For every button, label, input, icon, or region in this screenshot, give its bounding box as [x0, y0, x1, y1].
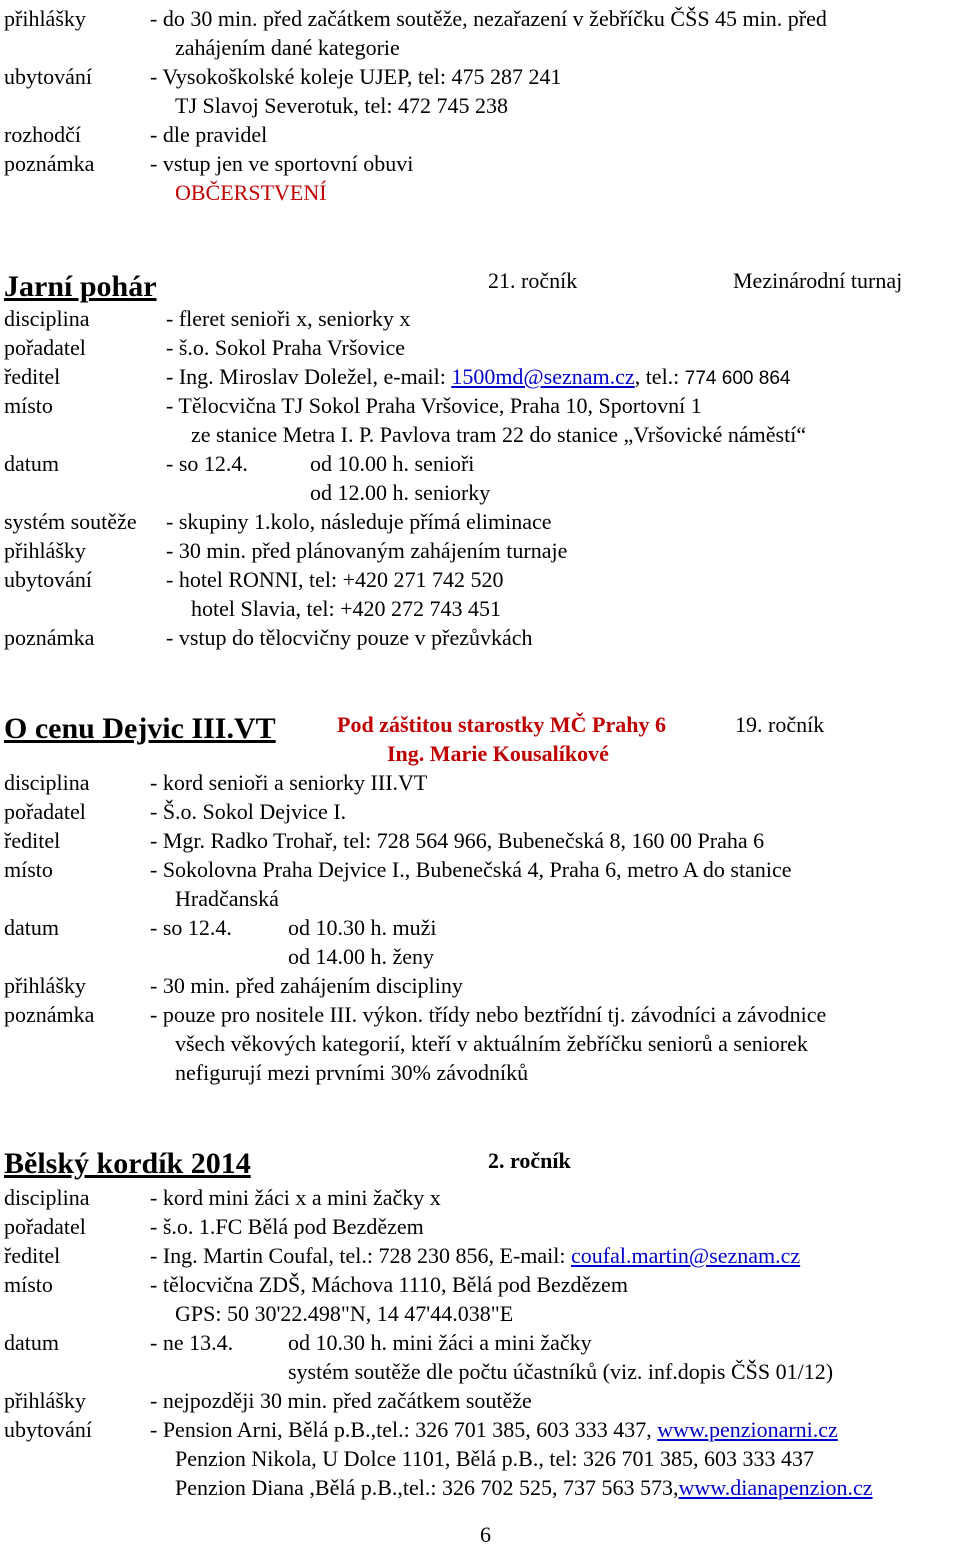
value-datum-2: od 14.00 h. ženy [288, 944, 435, 969]
value-misto-2: Hradčanská [175, 886, 279, 911]
value-reditel: - Mgr. Radko Trohař, tel: 728 564 966, Bubenečská 8, 160 00 Praha 6 [150, 828, 765, 853]
value-misto-2: GPS: 50 30'22.498"N, 14 47'44.038"E [175, 1301, 514, 1326]
label-poradatel: pořadatel [4, 799, 86, 824]
label-misto: místo [4, 393, 53, 418]
value-ubytovani-2: hotel Slavia, tel: +420 272 743 451 [191, 596, 501, 621]
reditel-info: - Ing. Martin Coufal, tel.: 728 230 856, E-mail: [150, 1243, 571, 1268]
label-reditel: ředitel [4, 828, 61, 853]
value-poradatel: - š.o. Sokol Praha Vršovice [166, 335, 406, 360]
label-datum: datum [4, 451, 59, 476]
label-misto: místo [4, 857, 53, 882]
value-ubytovani-1: - hotel RONNI, tel: +420 271 742 520 [166, 567, 504, 592]
label-reditel: ředitel [4, 364, 61, 389]
section-title-jarni-pohar: Jarní pohár [4, 270, 157, 303]
rocnik-jarni-pohar: 21. ročník [488, 268, 578, 293]
label-prihlasky: přihlášky [4, 1388, 86, 1413]
label-prihlasky: přihlášky [4, 538, 86, 563]
rocnik-dejvic: 19. ročník [735, 712, 825, 737]
value-prihlasky: - nejpozději 30 min. před začátkem soutěže [150, 1388, 532, 1413]
value-prihlasky-1: - do 30 min. před začátkem soutěže, nezařazení v žebříčku ČŠS 45 min. před [150, 6, 827, 31]
value-poznamka-1: - pouze pro nositele III. výkon. třídy nebo beztřídní tj. závodníci a závodnice [150, 1002, 827, 1027]
value-datum-1: od 10.00 h. senioři [310, 451, 475, 476]
label-reditel: ředitel [4, 1243, 61, 1268]
email-link[interactable]: 1500md@seznam.cz [451, 364, 635, 389]
label-datum: datum [4, 1330, 59, 1355]
value-disciplina: - fleret senioři x, seniorky x [166, 306, 411, 331]
value-prihlasky: - 30 min. před plánovaným zahájením turnaje [166, 538, 568, 563]
email-link[interactable]: coufal.martin@seznam.cz [571, 1243, 801, 1268]
label-misto: místo [4, 1272, 53, 1297]
web-link-dianapenzion[interactable]: www.dianapenzion.cz [678, 1475, 873, 1500]
zastita-line-1: Pod záštitou starostky MČ Prahy 6 [337, 712, 666, 737]
label-ubytovani: ubytování [4, 567, 92, 592]
value-ubytovani-3 [175, 1473, 960, 1502]
ubytovani-1-text: - Pension Arni, Bělá p.B.,tel.: 326 701 385, 603 333 437, [150, 1417, 658, 1442]
value-ubytovani-1 [150, 1415, 838, 1444]
value-poznamka: - vstup jen ve sportovní obuvi [150, 151, 414, 176]
value-poradatel: - Š.o. Sokol Dejvice I. [150, 799, 347, 824]
value-reditel [166, 362, 790, 393]
value-disciplina: - kord senioři a seniorky III.VT [150, 770, 428, 795]
value-misto-2: ze stanice Metra I. P. Pavlova tram 22 do stanice „Vršovické náměstí“ [191, 422, 807, 447]
value-datum-den: - so 12.4. [166, 451, 248, 476]
value-datum-1: od 10.30 h. mini žáci a mini žačky [288, 1330, 592, 1355]
label-prihlasky: přihlášky [4, 6, 86, 31]
label-ubytovani: ubytování [4, 64, 92, 89]
reditel-tel-label: , tel.: [634, 364, 685, 389]
zastita-line-2: Ing. Marie Kousalíkové [387, 741, 609, 766]
value-disciplina: - kord mini žáci x a mini žačky x [150, 1185, 441, 1210]
label-disciplina: disciplina [4, 306, 90, 331]
reditel-tel: 774 600 864 [684, 368, 791, 389]
value-misto-1: - Tělocvična TJ Sokol Praha Vršovice, Praha 10, Sportovní 1 [166, 393, 702, 418]
ubytovani-3-text: Penzion Diana ,Bělá p.B.,tel.: 326 702 525, 737 563 573, [175, 1475, 679, 1500]
label-poznamka: poznámka [4, 625, 95, 650]
value-prihlasky: - 30 min. před zahájením discipliny [150, 973, 463, 998]
label-system: systém soutěže [4, 509, 137, 534]
value-datum-den: - so 12.4. [150, 915, 232, 940]
label-disciplina: disciplina [4, 1185, 90, 1210]
value-misto-1: - tělocvična ZDŠ, Máchova 1110, Bělá pod Bezdězem [150, 1272, 628, 1297]
section-title-belsky-kordik: Bělský kordík 2014 [4, 1147, 251, 1180]
turnaj-typ: Mezinárodní turnaj [733, 268, 903, 293]
label-rozhodci: rozhodčí [4, 122, 81, 147]
value-poznamka-2: všech věkových kategorií, kteří v aktuálním žebříčku seniorů a seniorek [175, 1031, 808, 1056]
label-prihlasky: přihlášky [4, 973, 86, 998]
web-link-penzionarni[interactable]: www.penzionarni.cz [657, 1417, 838, 1442]
value-reditel [150, 1241, 800, 1270]
label-ubytovani: ubytování [4, 1417, 92, 1442]
value-system: - skupiny 1.kolo, následuje přímá eliminace [166, 509, 552, 534]
label-poznamka: poznámka [4, 151, 95, 176]
value-datum-2: systém soutěže dle počtu účastníků (viz. inf.dopis ČŠS 01/12) [288, 1359, 834, 1384]
page-number: 6 [480, 1522, 491, 1547]
value-datum-1: od 10.30 h. muži [288, 915, 437, 940]
section-title-o-cenu-dejvic: O cenu Dejvic III.VT [4, 712, 276, 745]
obcerstveni-note: OBČERSTVENÍ [175, 180, 327, 205]
value-datum-den: - ne 13.4. [150, 1330, 234, 1355]
label-datum: datum [4, 915, 59, 940]
value-prihlasky-2: zahájením dané kategorie [175, 35, 400, 60]
value-poradatel: - š.o. 1.FC Bělá pod Bezdězem [150, 1214, 424, 1239]
value-ubytovani-1: - Vysokoškolské koleje UJEP, tel: 475 287 241 [150, 64, 562, 89]
label-poznamka: poznámka [4, 1002, 95, 1027]
label-poradatel: pořadatel [4, 335, 86, 360]
value-datum-2: od 12.00 h. seniorky [310, 480, 491, 505]
value-ubytovani-2: Penzion Nikola, U Dolce 1101, Bělá p.B., tel: 326 701 385, 603 333 437 [175, 1446, 814, 1471]
reditel-name: - Ing. Miroslav Doležel, e-mail: [166, 364, 452, 389]
value-poznamka-3: nefigurují mezi prvními 30% závodníků [175, 1060, 529, 1085]
value-ubytovani-2: TJ Slavoj Severotuk, tel: 472 745 238 [175, 93, 509, 118]
value-poznamka: - vstup do tělocvičny pouze v přezůvkách [166, 625, 533, 650]
value-rozhodci: - dle pravidel [150, 122, 268, 147]
rocnik-belsky: 2. ročník [488, 1148, 571, 1173]
value-misto-1: - Sokolovna Praha Dejvice I., Bubenečská 4, Praha 6, metro A do stanice [150, 857, 792, 882]
label-poradatel: pořadatel [4, 1214, 86, 1239]
label-disciplina: disciplina [4, 770, 90, 795]
